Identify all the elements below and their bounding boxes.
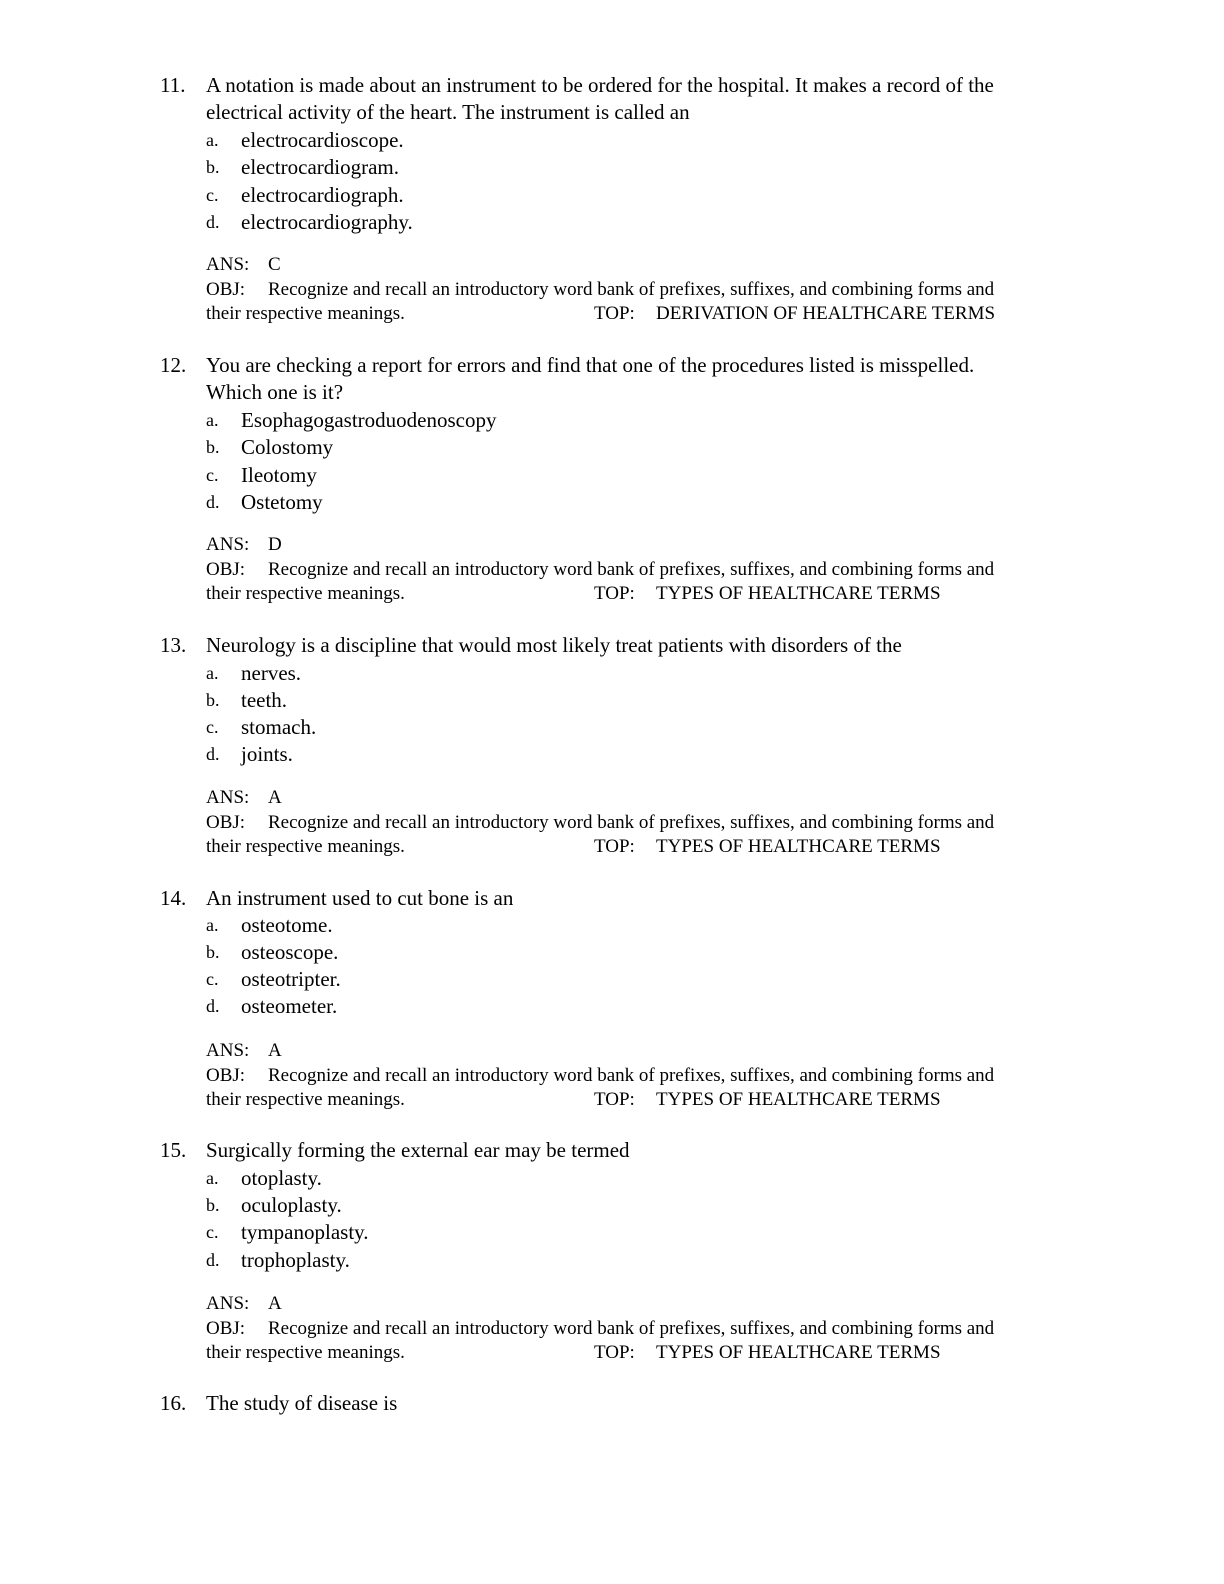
- question-number: 13.: [160, 633, 187, 657]
- option-text: Esophagogastroduodenoscopy: [241, 408, 497, 432]
- topic-value: TYPES OF HEALTHCARE TERMS: [656, 583, 941, 604]
- option-text: otoplasty.: [241, 1166, 322, 1190]
- option-text: trophoplasty.: [241, 1248, 350, 1272]
- objective-line: [206, 810, 994, 835]
- option-letter: c.: [206, 185, 219, 205]
- answer-label: ANS:: [206, 787, 250, 808]
- objective-text: Recognize and recall an introductory word bank of prefixes, suffixes, and combining forms and: [268, 1065, 995, 1086]
- option-text: electrocardiography.: [241, 210, 413, 234]
- answer-label: ANS:: [206, 1293, 250, 1314]
- option-letter: c.: [206, 1222, 219, 1242]
- option-letter: d.: [206, 996, 220, 1016]
- objective-text: Recognize and recall an introductory word bank of prefixes, suffixes, and combining forms and: [268, 1318, 995, 1339]
- option-letter: d.: [206, 492, 220, 512]
- objective-text: Recognize and recall an introductory word bank of prefixes, suffixes, and combining forms and: [268, 279, 995, 300]
- option-letter: b.: [206, 690, 220, 710]
- option-letter: c.: [206, 969, 219, 989]
- objective-text-continued: their respective meanings.: [206, 1342, 405, 1363]
- question-number: 12.: [160, 353, 187, 377]
- option-text: tympanoplasty.: [241, 1220, 369, 1244]
- option-d: [206, 741, 906, 768]
- objective-text-continued: their respective meanings.: [206, 1089, 405, 1110]
- option-letter: b.: [206, 1195, 220, 1215]
- answer-line: [206, 252, 281, 277]
- option-d: [206, 993, 906, 1020]
- question-number: 14.: [160, 886, 187, 910]
- option-b: [206, 687, 906, 714]
- option-text: osteotome.: [241, 913, 333, 937]
- option-letter: a.: [206, 1168, 219, 1188]
- question-number: 15.: [160, 1138, 187, 1162]
- topic-value: DERIVATION OF HEALTHCARE TERMS: [656, 303, 996, 324]
- objective-line: [206, 1063, 994, 1088]
- option-text: teeth.: [241, 688, 288, 712]
- topic-label: TOP:: [594, 303, 635, 324]
- answer-label: ANS:: [206, 254, 250, 275]
- objective-label: OBJ:: [206, 1065, 246, 1086]
- objective-label: OBJ:: [206, 559, 246, 580]
- topic: [594, 1340, 941, 1365]
- topic-label: TOP:: [594, 1089, 635, 1110]
- option-c: [206, 966, 906, 993]
- objective-line: [206, 277, 994, 302]
- option-text: osteoscope.: [241, 940, 339, 964]
- option-d: [206, 209, 906, 236]
- topic: [594, 301, 995, 326]
- objective-topic-line: [206, 1087, 1106, 1112]
- answer-value: C: [268, 254, 281, 275]
- topic-value: TYPES OF HEALTHCARE TERMS: [656, 1342, 941, 1363]
- option-letter: c.: [206, 465, 219, 485]
- option-text: Colostomy: [241, 435, 334, 459]
- option-text: stomach.: [241, 715, 317, 739]
- option-a: [206, 912, 906, 939]
- topic: [594, 581, 941, 606]
- option-text: joints.: [241, 742, 293, 766]
- option-a: [206, 407, 906, 434]
- objective-text-continued: their respective meanings.: [206, 303, 405, 324]
- option-text: Ileotomy: [241, 463, 317, 487]
- option-letter: d.: [206, 1250, 220, 1270]
- option-b: [206, 939, 906, 966]
- option-letter: d.: [206, 212, 220, 232]
- question-line: You are checking a report for errors and find that one of the procedures listed is misspelled.: [206, 353, 975, 377]
- objective-topic-line: [206, 834, 1106, 859]
- option-letter: b.: [206, 157, 220, 177]
- topic: [594, 834, 941, 859]
- answer-label: ANS:: [206, 534, 250, 555]
- topic-value: TYPES OF HEALTHCARE TERMS: [656, 1089, 941, 1110]
- option-c: [206, 182, 906, 209]
- answer-value: A: [268, 1040, 282, 1061]
- topic: [594, 1087, 941, 1112]
- option-letter: d.: [206, 744, 220, 764]
- option-c: [206, 1219, 906, 1246]
- question-line: Neurology is a discipline that would most likely treat patients with disorders of the: [206, 633, 902, 657]
- question-line: A notation is made about an instrument to be ordered for the hospital. It makes a record of the: [206, 73, 994, 97]
- answer-value: D: [268, 534, 282, 555]
- option-a: [206, 660, 906, 687]
- option-d: [206, 1247, 906, 1274]
- objective-label: OBJ:: [206, 1318, 246, 1339]
- objective-line: [206, 557, 994, 582]
- objective-topic-line: [206, 581, 1106, 606]
- question-line: An instrument used to cut bone is an: [206, 886, 514, 910]
- topic-label: TOP:: [594, 1342, 635, 1363]
- option-a: [206, 1165, 906, 1192]
- option-b: [206, 1192, 906, 1219]
- option-c: [206, 714, 906, 741]
- objective-line: [206, 1316, 994, 1341]
- answer-line: [206, 532, 282, 557]
- question-line: The study of disease is: [206, 1391, 398, 1415]
- option-letter: a.: [206, 663, 219, 683]
- objective-label: OBJ:: [206, 812, 246, 833]
- question-text: [206, 885, 1106, 912]
- answer-label: ANS:: [206, 1040, 250, 1061]
- question-number: 16.: [160, 1391, 187, 1415]
- objective-text: Recognize and recall an introductory word bank of prefixes, suffixes, and combining forms and: [268, 812, 995, 833]
- option-letter: b.: [206, 942, 220, 962]
- question-text: [206, 1137, 1106, 1164]
- answer-line: [206, 785, 282, 810]
- option-text: Ostetomy: [241, 490, 323, 514]
- question-text: [206, 72, 1106, 126]
- question-text: [206, 352, 1106, 406]
- option-d: [206, 489, 906, 516]
- option-c: [206, 462, 906, 489]
- topic-label: TOP:: [594, 583, 635, 604]
- topic-value: TYPES OF HEALTHCARE TERMS: [656, 836, 941, 857]
- answer-value: A: [268, 787, 282, 808]
- option-text: oculoplasty.: [241, 1193, 342, 1217]
- objective-topic-line: [206, 301, 1106, 326]
- option-text: electrocardioscope.: [241, 128, 404, 152]
- topic-label: TOP:: [594, 836, 635, 857]
- objective-label: OBJ:: [206, 279, 246, 300]
- question-line: electrical activity of the heart. The instrument is called an: [206, 100, 690, 124]
- option-text: osteometer.: [241, 994, 338, 1018]
- option-text: electrocardiograph.: [241, 183, 404, 207]
- option-letter: a.: [206, 915, 219, 935]
- option-a: [206, 127, 906, 154]
- option-letter: b.: [206, 437, 220, 457]
- answer-line: [206, 1291, 282, 1316]
- question-line: Which one is it?: [206, 380, 344, 404]
- option-text: electrocardiogram.: [241, 155, 399, 179]
- question-number: 11.: [160, 73, 186, 97]
- objective-topic-line: [206, 1340, 1106, 1365]
- answer-value: A: [268, 1293, 282, 1314]
- option-b: [206, 154, 906, 181]
- question-line: Surgically forming the external ear may be termed: [206, 1138, 630, 1162]
- option-letter: a.: [206, 130, 219, 150]
- question-text: [206, 632, 1106, 659]
- objective-text-continued: their respective meanings.: [206, 583, 405, 604]
- option-text: nerves.: [241, 661, 302, 685]
- answer-line: [206, 1038, 282, 1063]
- question-text: [206, 1390, 1106, 1417]
- option-text: osteotripter.: [241, 967, 341, 991]
- objective-text-continued: their respective meanings.: [206, 836, 405, 857]
- option-letter: a.: [206, 410, 219, 430]
- option-b: [206, 434, 906, 461]
- objective-text: Recognize and recall an introductory word bank of prefixes, suffixes, and combining forms and: [268, 559, 995, 580]
- option-letter: c.: [206, 717, 219, 737]
